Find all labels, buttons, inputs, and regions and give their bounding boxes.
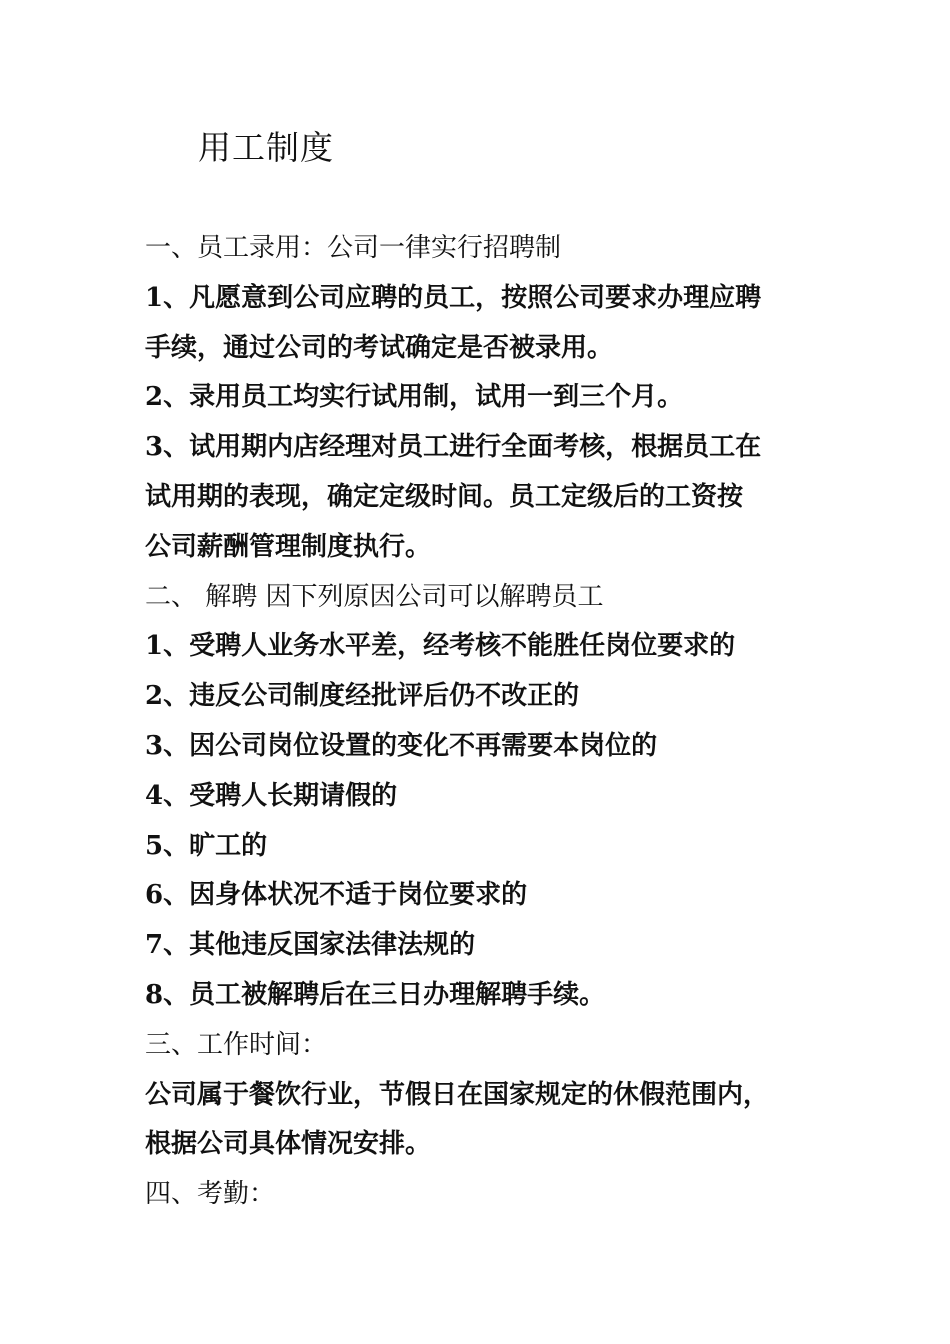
document-line: 公司属于餐饮行业，节假日在国家规定的休假范围内， [145,1079,770,1110]
document-line: 公司薪酬管理制度执行。 [145,531,432,562]
document-body [145,224,835,1220]
document-line: 8、员工被解聘后在三日办理解聘手续。 [145,979,606,1010]
document-line: 1、凡愿意到公司应聘的员工，按照公司要求办理应聘 [145,282,762,313]
document-line: 试用期的表现，确定定级时间。员工定级后的工资按 [145,481,744,512]
document-line: 4、受聘人长期请假的 [145,780,398,811]
document-line: 7、其他违反国家法律法规的 [145,930,476,961]
document-line: 二、 解聘 因下列原因公司可以解聘员工 [145,581,604,612]
document-line: 四、考勤： [145,1179,276,1210]
document-line: 一、员工录用：公司一律实行招聘制 [145,233,562,263]
document-line: 三、工作时间： [145,1029,328,1060]
document-line: 手续，通过公司的考试确定是否被录用。 [145,332,614,363]
document-line: 1、受聘人业务水平差，经考核不能胜任岗位要求的 [145,631,736,662]
document-line: 6、因身体状况不适于岗位要求的 [145,880,528,911]
document-title: 用工制度 [198,128,334,167]
document-line: 5、旷工的 [145,830,268,861]
document-line: 2、录用员工均实行试用制，试用一到三个月。 [145,382,684,413]
document-line: 3、因公司岗位设置的变化不再需要本岗位的 [145,730,658,761]
document-line: 3、试用期内店经理对员工进行全面考核，根据员工在 [145,432,762,463]
document-line: 根据公司具体情况安排。 [145,1129,432,1160]
document-line: 2、违反公司制度经批评后仍不改正的 [145,681,580,712]
